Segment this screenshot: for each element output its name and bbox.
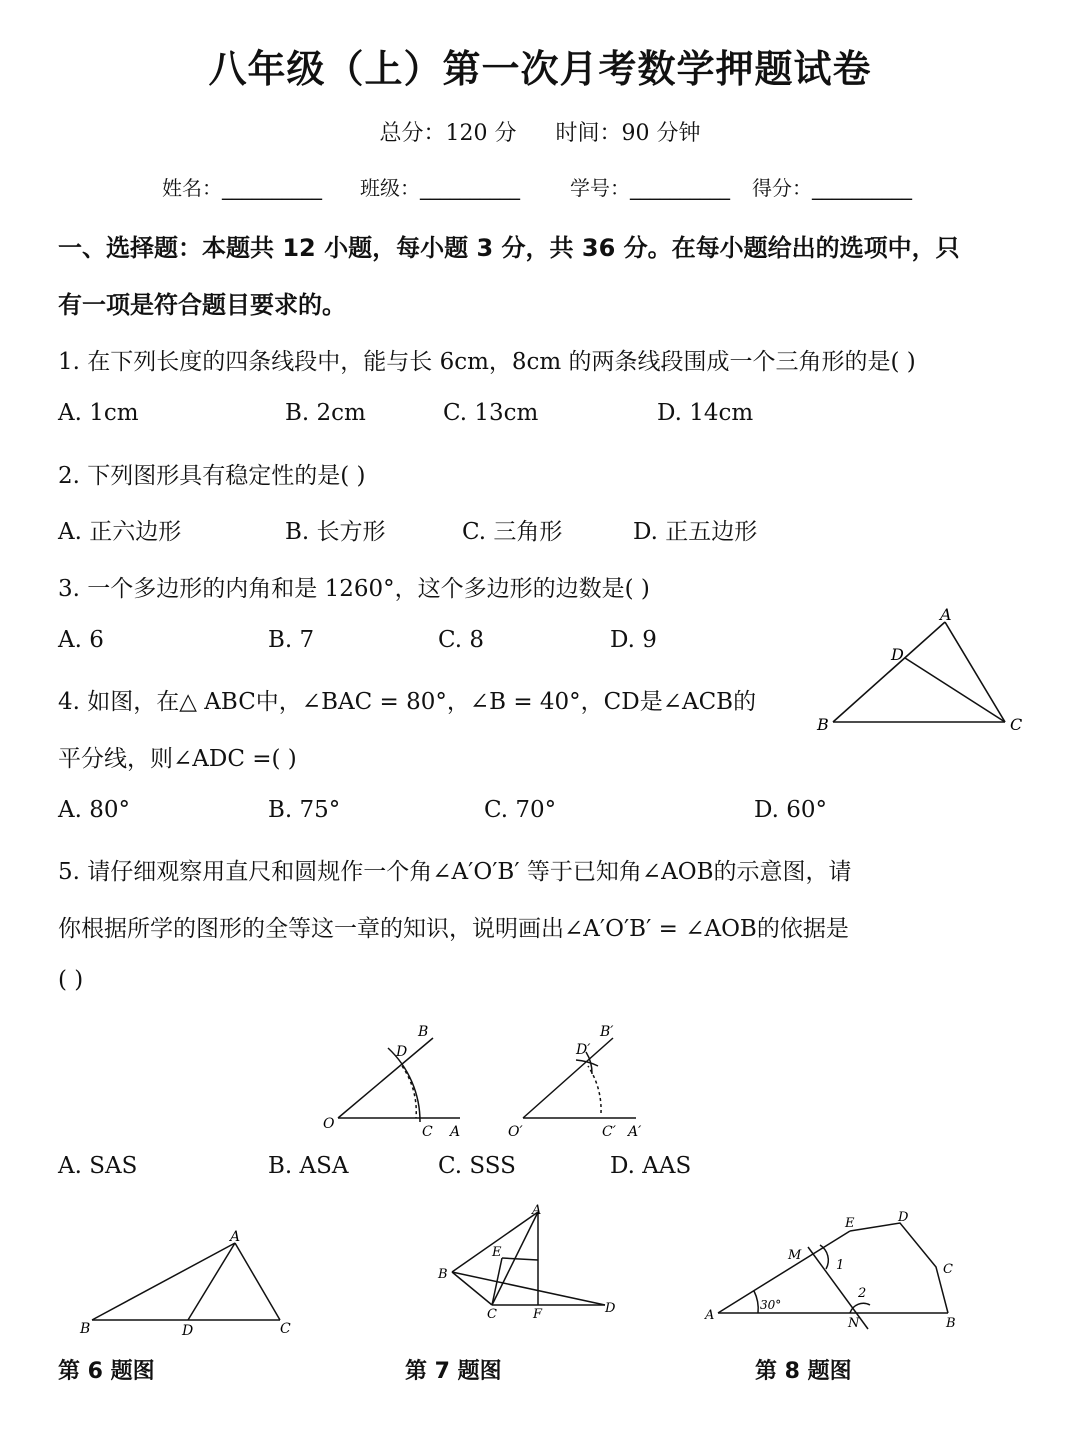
label-a: A xyxy=(230,1229,241,1245)
caption-figure-8: 第 8 题图 xyxy=(755,1359,852,1384)
exam-meta xyxy=(0,116,1080,147)
class-field[interactable]: 班级：__________ xyxy=(360,176,520,200)
label-angle-1: 1 xyxy=(836,1258,845,1273)
label-a: A xyxy=(532,1203,542,1218)
label-c: C xyxy=(487,1307,497,1322)
question-5-line1: 5. 请仔细观察用直尺和圆规作一个角∠A′O′B′ 等于已知角∠AOB的示意图，请 xyxy=(58,859,852,885)
q3-option-a[interactable]: A. 6 xyxy=(58,627,104,653)
label-m: M xyxy=(788,1248,802,1263)
q2-option-d[interactable]: D. 正五边形 xyxy=(633,519,758,545)
angle-2-arc xyxy=(850,1303,870,1313)
bisector-cd xyxy=(905,658,1005,722)
label-d: D xyxy=(891,645,904,664)
exam-title: 八年级（上）第一次月考数学押题试卷 xyxy=(208,47,872,91)
label-f: F xyxy=(533,1307,543,1322)
q4-option-d[interactable]: D. 60° xyxy=(754,797,828,823)
exam-time: 时间：90 分钟 xyxy=(555,121,701,146)
caption-figure-6: 第 6 题图 xyxy=(58,1359,155,1384)
label-d: D xyxy=(182,1323,194,1339)
angle-30-arc xyxy=(754,1291,758,1313)
total-score: 总分：120 分 xyxy=(379,121,517,146)
q3-option-d[interactable]: D. 9 xyxy=(610,627,657,653)
q5-option-b[interactable]: B. ASA xyxy=(268,1153,349,1179)
edge-ba xyxy=(452,1212,538,1272)
question-4-line1: 4. 如图，在△ ABC中，∠BAC = 80°，∠B = 40°，CD是∠ACB的 xyxy=(58,689,757,715)
label-a: A xyxy=(705,1308,715,1323)
figure-8 xyxy=(700,1205,970,1335)
label-o: O xyxy=(323,1116,335,1132)
q4-option-a[interactable]: A. 80° xyxy=(58,797,130,823)
label-n: N xyxy=(848,1316,860,1331)
q4-option-b[interactable]: B. 75° xyxy=(268,797,341,823)
label-c-prime: C′ xyxy=(602,1124,616,1140)
edge-bd xyxy=(452,1272,605,1305)
label-30-degrees: 30° xyxy=(760,1298,782,1312)
q5-option-c[interactable]: C. SSS xyxy=(438,1153,516,1179)
figure-6 xyxy=(70,1225,310,1345)
arc-dashed xyxy=(402,1066,416,1118)
student-id-field[interactable]: 学号：__________ xyxy=(570,176,730,200)
question-4-line2: 平分线，则∠ADC =( ) xyxy=(58,746,297,772)
question-2: 2. 下列图形具有稳定性的是( ) xyxy=(58,463,366,489)
label-e: E xyxy=(845,1216,855,1231)
caption-figure-7: 第 7 题图 xyxy=(405,1359,502,1384)
label-c: C xyxy=(943,1262,953,1277)
q5-option-d[interactable]: D. AAS xyxy=(610,1153,692,1179)
label-o-prime: O′ xyxy=(508,1124,523,1140)
question-5-line2: 你根据所学的图形的全等这一章的知识，说明画出∠A′O′B′ = ∠AOB的依据是 xyxy=(58,916,849,942)
edge-ac xyxy=(945,622,1005,722)
q1-option-c[interactable]: C. 13cm xyxy=(443,400,539,426)
q2-option-c[interactable]: C. 三角形 xyxy=(462,519,563,545)
q3-option-b[interactable]: B. 7 xyxy=(268,627,315,653)
ray-ob-prime xyxy=(523,1038,613,1118)
label-b: B xyxy=(418,1024,429,1040)
question-3: 3. 一个多边形的内角和是 1260°，这个多边形的边数是( ) xyxy=(58,576,650,602)
segment-ea xyxy=(502,1258,538,1260)
label-d: D xyxy=(898,1210,909,1225)
label-d: D xyxy=(605,1301,616,1316)
q1-option-d[interactable]: D. 14cm xyxy=(657,400,754,426)
label-a: A xyxy=(940,605,952,624)
edge-ac xyxy=(235,1243,280,1320)
label-b-prime: B′ xyxy=(600,1024,614,1040)
arc-dashed-prime xyxy=(588,1066,601,1113)
q2-option-b[interactable]: B. 长方形 xyxy=(285,519,386,545)
label-c: C xyxy=(422,1124,433,1140)
q5-construction-figure xyxy=(318,1018,668,1143)
question-5-line3: ( ) xyxy=(58,967,84,993)
figure-7 xyxy=(430,1200,630,1330)
label-c: C xyxy=(1010,715,1023,734)
label-b: B xyxy=(946,1316,956,1331)
q2-option-a[interactable]: A. 正六边形 xyxy=(58,519,182,545)
edge-ba xyxy=(92,1243,235,1320)
q3-option-c[interactable]: C. 8 xyxy=(438,627,485,653)
q1-option-a[interactable]: A. 1cm xyxy=(58,400,139,426)
label-b: B xyxy=(438,1267,448,1282)
label-angle-2: 2 xyxy=(858,1286,867,1301)
q5-option-a[interactable]: A. SAS xyxy=(58,1153,138,1179)
label-b: B xyxy=(817,715,829,734)
section-heading-line2: 有一项是符合题目要求的。 xyxy=(58,291,346,319)
q1-option-b[interactable]: B. 2cm xyxy=(285,400,366,426)
score-field[interactable]: 得分：__________ xyxy=(752,176,912,200)
label-e: E xyxy=(492,1245,502,1260)
label-a-prime: A′ xyxy=(628,1124,642,1140)
segment-ad xyxy=(188,1243,235,1320)
edge-ae xyxy=(718,1231,850,1313)
section-heading-line1: 一、选择题：本题共 12 小题，每小题 3 分，共 36 分。在每小题给出的选项中，只 xyxy=(58,234,960,262)
label-d: D xyxy=(396,1044,408,1060)
label-b: B xyxy=(80,1321,91,1337)
q4-triangle-figure xyxy=(805,600,1035,740)
question-1: 1. 在下列长度的四条线段中，能与长 6cm，8cm 的两条线段围成一个三角形的是( ) xyxy=(58,349,916,375)
label-d-prime: D′ xyxy=(576,1042,591,1058)
q4-option-c[interactable]: C. 70° xyxy=(484,797,557,823)
label-a: A xyxy=(450,1124,461,1140)
label-c: C xyxy=(280,1321,291,1337)
name-field[interactable]: 姓名：__________ xyxy=(162,176,322,200)
